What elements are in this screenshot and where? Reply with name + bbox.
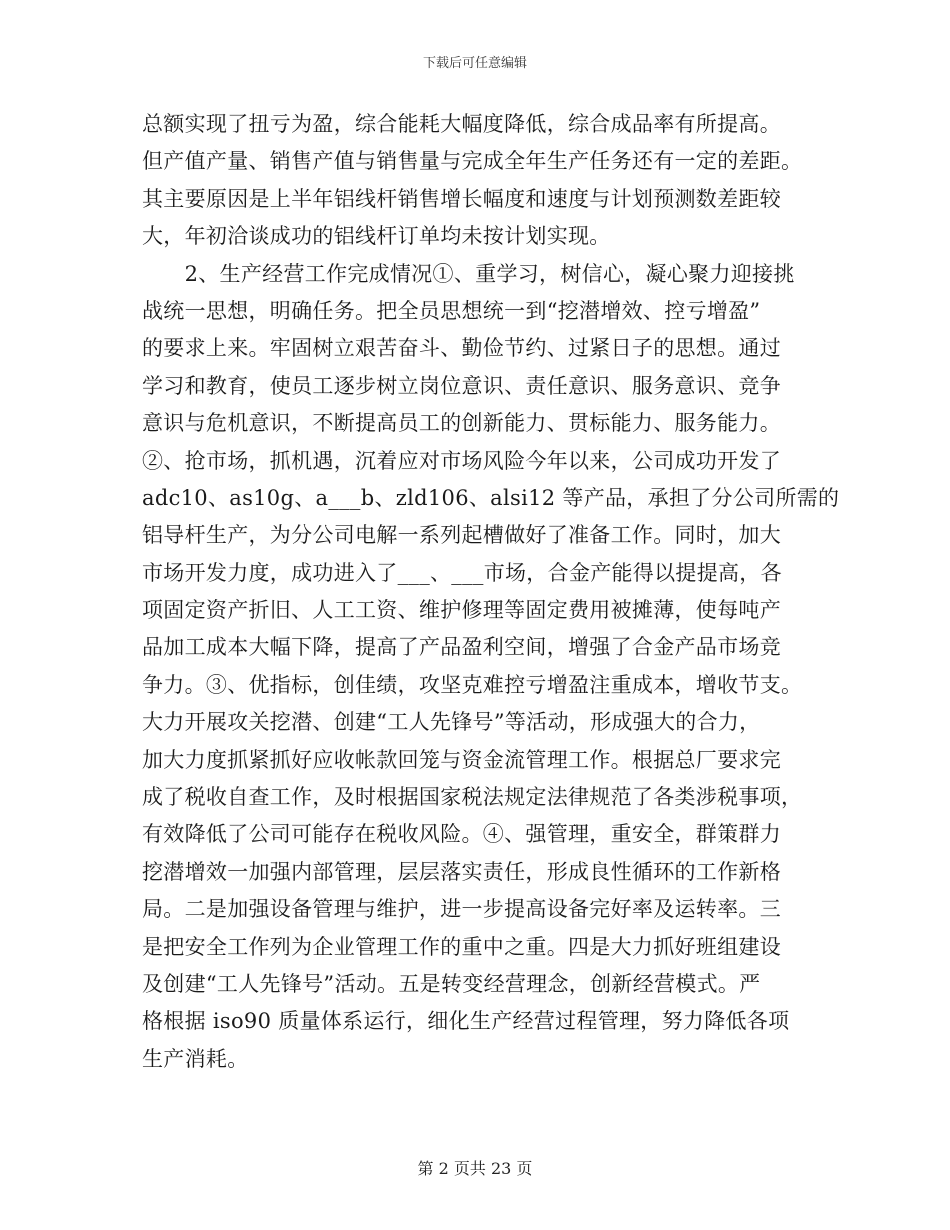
body-line: 局。二是加强设备管理与维护，进一步提高设备完好率及运转率。三	[142, 897, 781, 922]
body-line: 大力开展攻关挖潜、创建“工人先锋号”等活动，形成强大的合力，	[142, 710, 761, 735]
body-line: 挖潜增效一加强内部管理，层层落实责任，形成良性循环的工作新格	[142, 859, 781, 884]
body-line: 总额实现了扭亏为盈，综合能耗大幅度降低，综合成品率有所提高。	[142, 112, 781, 136]
body-line: 2、生产经营工作完成情况①、重学习，树信心，凝心聚力迎接挑	[142, 261, 795, 286]
body-line: 项固定资产折旧、人工工资、维护修理等固定费用被摊薄，使每吨产	[142, 598, 781, 623]
body-line: 学习和教育，使员工逐步树立岗位意识、责任意识、服务意识、竞争	[142, 373, 781, 398]
document-body	[142, 106, 840, 1078]
body-line: 有效降低了公司可能存在税收风险。④、强管理，重安全，群策群力	[142, 822, 781, 847]
page-header-note: 下载后可任意编辑	[422, 56, 527, 71]
body-line: 加大力度抓紧抓好应收帐款回笼与资金流管理工作。根据总厂要求完	[142, 747, 781, 772]
body-line: 其主要原因是上半年铝线杆销售增长幅度和速度与计划预测数差距较	[142, 186, 781, 211]
body-line: 意识与危机意识，不断提高员工的创新能力、贯标能力、服务能力。	[142, 411, 781, 436]
body-line: 格根据 iso90 质量体系运行，细化生产经营过程管理，努力降低各项	[142, 1009, 790, 1034]
body-line: 战统一思想，明确任务。把全员思想统一到“挖潜增效、控亏增盈”	[142, 298, 761, 323]
page-number-footer: 第 2 页共 23 页	[417, 1159, 533, 1178]
body-line: ②、抢市场，抓机遇，沉着应对市场风险今年以来，公司成功开发了	[142, 448, 781, 473]
body-line: 的要求上来。牢固树立艰苦奋斗、勤俭节约、过紧日子的思想。通过	[142, 336, 781, 361]
body-line: 成了税收自查工作，及时根据国家税法规定法律规范了各类涉税事项，	[142, 785, 803, 810]
body-line: 但产值产量、销售产值与销售量与完成全年生产任务还有一定的差距。	[142, 149, 803, 174]
body-line: adc10、as10g、a___b、zld106、alsi12 等产品，承担了分公司所需的	[142, 485, 840, 510]
body-line: 铝导杆生产，为分公司电解一系列起槽做好了准备工作。同时，加大	[142, 523, 781, 548]
body-line: 及创建“工人先锋号”活动。五是转变经营理念，创新经营模式。严	[142, 971, 761, 996]
body-line: 品加工成本大幅下降，提高了产品盈利空间，增强了合金产品市场竞	[142, 635, 781, 660]
body-line: 生产消耗。	[142, 1046, 249, 1071]
body-line: 是把安全工作列为企业管理工作的重中之重。四是大力抓好班组建设	[142, 934, 781, 959]
body-line: 争力。③、优指标，创佳绩，攻坚克难控亏增盈注重成本，增收节支。	[142, 672, 803, 697]
body-line: 大，年初洽谈成功的铝线杆订单均未按计划实现。	[142, 224, 611, 249]
body-line: 市场开发力度，成功进入了___、___市场，合金产能得以提提高，各	[142, 560, 782, 585]
